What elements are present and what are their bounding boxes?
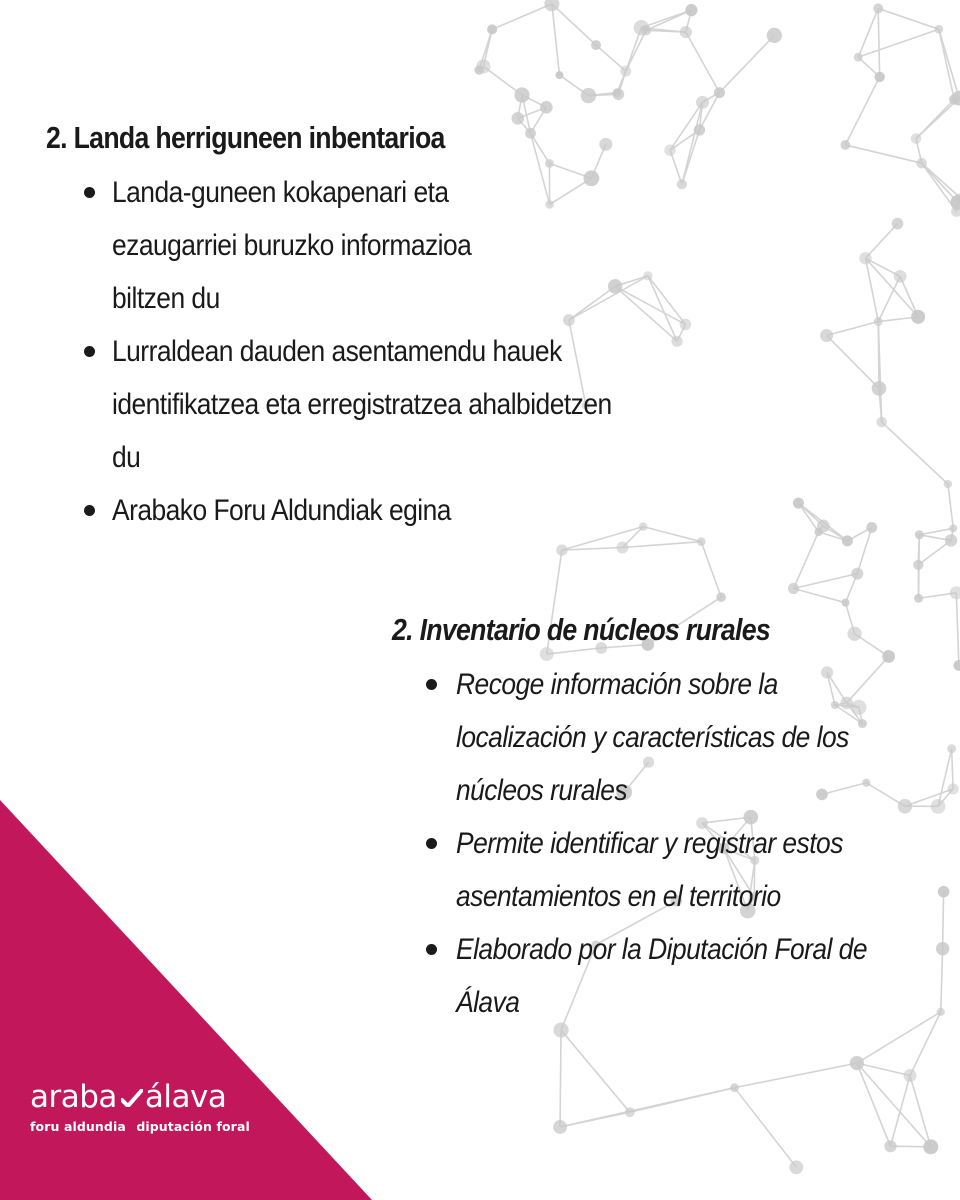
bullet-icon xyxy=(84,505,95,516)
bullet-icon xyxy=(84,346,95,357)
bullet-text: Lurraldean dauden asentamendu hauek identifikatzea eta erregistratzea ahalbidetzen du xyxy=(112,335,612,474)
bullet-icon xyxy=(426,838,437,849)
basque-section xyxy=(46,118,666,537)
spanish-heading: 2. Inventario de núcleos rurales xyxy=(392,612,771,647)
bullet-icon xyxy=(84,187,95,198)
logo-subtitle xyxy=(30,1119,270,1134)
araba-alava-logo xyxy=(30,1079,270,1134)
basque-heading: 2. Landa herriguneen inbentarioa xyxy=(46,120,445,155)
list-item xyxy=(392,817,942,923)
spanish-bullet-list xyxy=(392,658,942,1029)
list-item xyxy=(46,484,666,537)
spanish-section xyxy=(392,610,942,1029)
list-item xyxy=(392,658,942,817)
bullet-icon xyxy=(426,944,437,955)
bullet-text: Elaborado por la Diputación Foral de Álava xyxy=(456,933,867,1019)
logo-sub-spanish: diputación foral xyxy=(136,1119,250,1134)
list-item xyxy=(46,325,666,484)
bullet-text: Landa-guneen kokapenari eta ezaugarriei buruzko informazioa biltzen du xyxy=(112,176,472,315)
logo-sub-basque: foru aldundia xyxy=(30,1119,126,1134)
list-item xyxy=(392,923,942,1029)
bullet-text: Recoge información sobre la localización y características de los núcleos rurales xyxy=(456,668,849,807)
bullet-text: Arabako Foru Aldundiak egina xyxy=(112,494,451,527)
bullet-icon xyxy=(426,679,437,690)
checkmark-icon xyxy=(121,1089,143,1107)
list-item xyxy=(46,166,666,325)
basque-bullet-list xyxy=(46,166,666,537)
logo-word-basque: araba xyxy=(30,1079,117,1115)
logo-word-spanish: álava xyxy=(144,1079,227,1115)
bullet-text: Permite identificar y registrar estos asentamientos en el territorio xyxy=(456,827,843,913)
